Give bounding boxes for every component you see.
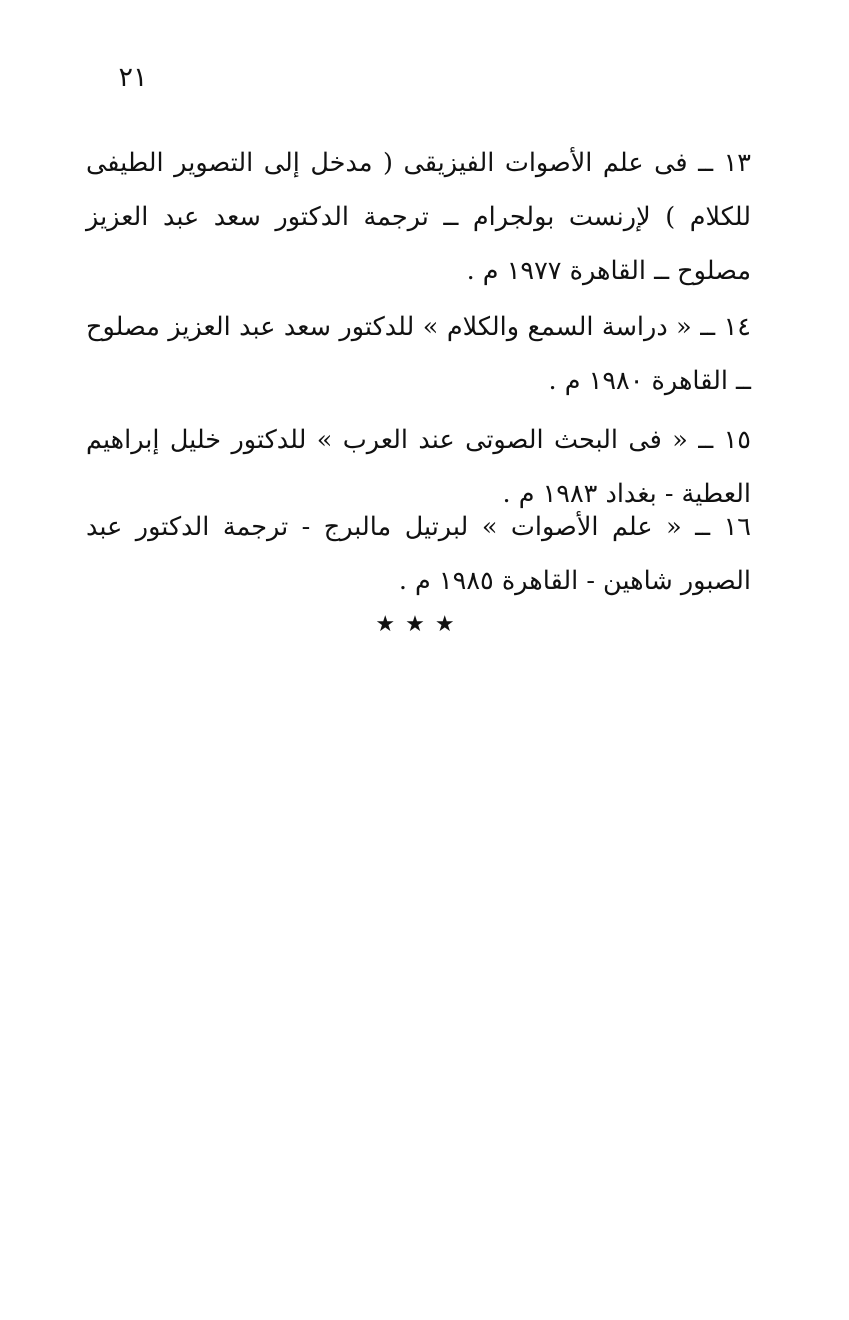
reference-entry-14: ١٤ ــ « دراسة السمع والكلام » للدكتور سعد عبد العزيز مصلوح ــ القاهرة ١٩٨٠ م . [86, 312, 751, 396]
section-end-stars: ★★★ [375, 612, 465, 637]
page-number: ٢١ [118, 62, 148, 93]
reference-entry-13: ١٣ ــ فى علم الأصوات الفيزيقى ( مدخل إلى التصوير الطيفى للكلام ) لإرنست بولجرام ــ ترجمة الدكتور سعد عبد العزيز مصلوح ــ القاهرة ١٩٧٧ م . [86, 148, 751, 286]
reference-entry-15: ١٥ ــ « فى البحث الصوتى عند العرب » للدكتور خليل إبراهيم العطية - بغداد ١٩٨٣ م . [86, 425, 751, 509]
reference-entry-16: ١٦ ــ « علم الأصوات » لبرتيل مالبرج - ترجمة الدكتور عبد الصبور شاهين - القاهرة ١٩٨٥ م . [86, 512, 751, 596]
